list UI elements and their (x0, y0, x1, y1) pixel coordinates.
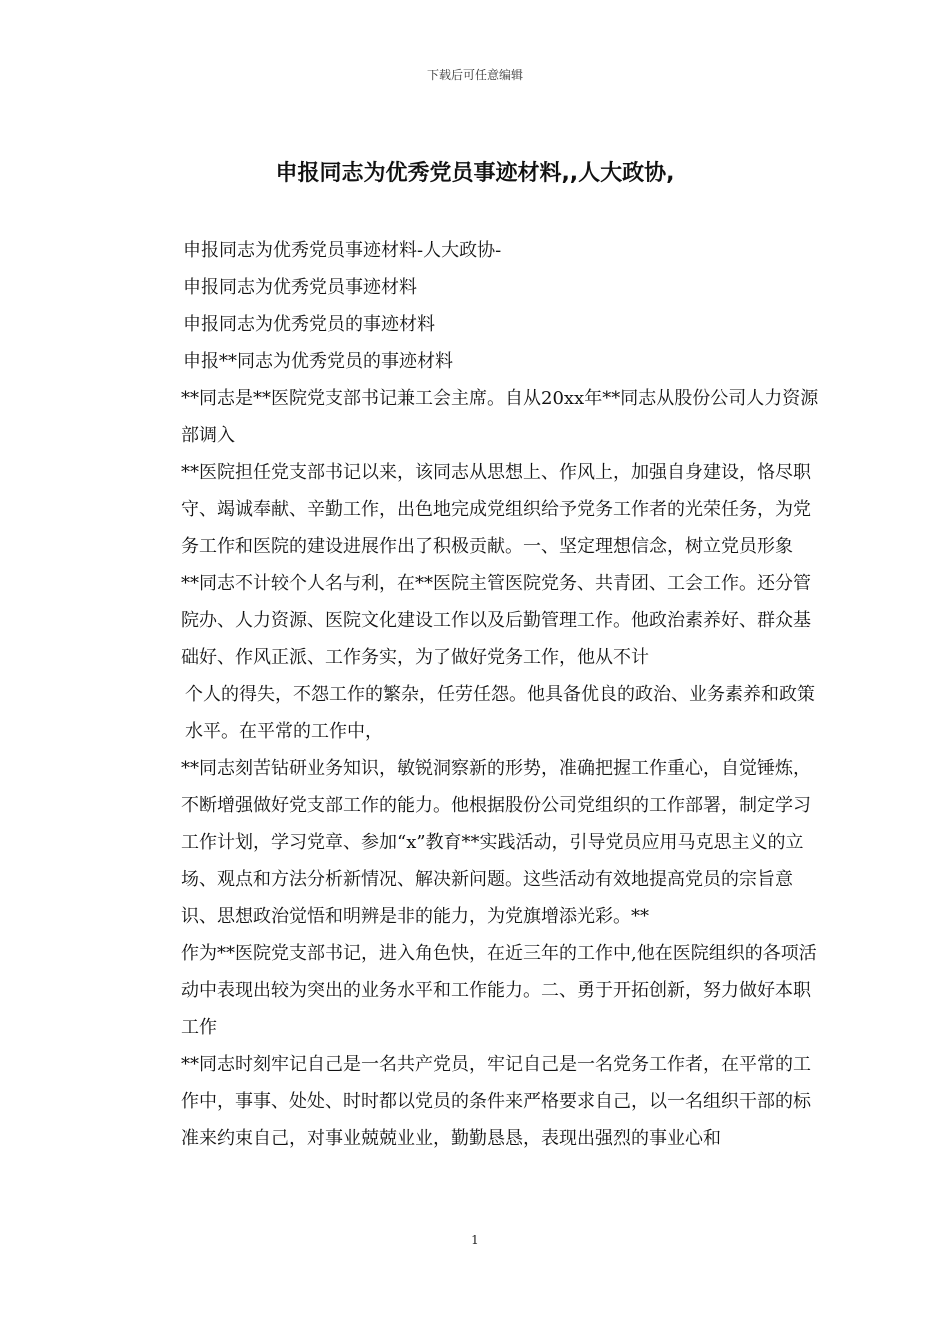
subtitle-line: 申报同志为优秀党员事迹材料-人大政协- (183, 240, 502, 261)
subtitle-line: 申报同志为优秀党员事迹材料 (183, 277, 417, 298)
body-paragraph: **同志不计较个人名与利，在**医院主管医院党务、共青团、工会工作。还分管院办、人力资源、医院文化建设工作以及后勤管理工作。他政治素养好、群众基础好、作风正派、工作务实，为了做好党务工作，他从不计 (181, 573, 811, 668)
body-paragraph: 个人的得失，不怨工作的繁杂，任劳任怨。他具备优良的政治、业务素养和政策水平。在平常的工作中， (185, 684, 815, 742)
page-number: 1 (471, 1233, 479, 1247)
subtitle-line: 申报同志为优秀党员的事迹材料 (183, 314, 435, 335)
document-body (145, 232, 825, 1157)
body-paragraph: **同志是**医院党支部书记兼工会主席。自从20xx年**同志从股份公司人力资源部调入 (181, 388, 819, 446)
body-paragraph: 作为**医院党支部书记，进入角色快，在近三年的工作中,他在医院组织的各项活动中表现出较为突出的业务水平和工作能力。二、勇于开拓创新，努力做好本职工作 (181, 943, 817, 1038)
body-paragraph: **同志时刻牢记自己是一名共产党员，牢记自己是一名党务工作者，在平常的工作中，事事、处处、时时都以党员的条件来严格要求自己，以一名组织干部的标准来约束自己，对事业兢兢业业，勤勤恳恳，表现出强烈的事业心和 (181, 1054, 811, 1149)
body-paragraph: **同志刻苦钻研业务知识，敏锐洞察新的形势，准确把握工作重心，自觉锤炼，不断增强做好党支部工作的能力。他根据股份公司党组织的工作部署，制定学习工作计划，学习党章、参加“x”教育**实践活动，引导党员应用马克思主义的立场、观点和方法分析新情况、解决新问题。这些活动有效地提高党员的宗旨意识、思想政治觉悟和明辨是非的能力，为党旗增添光彩。** (181, 758, 811, 927)
page-header: 下载后可任意编辑 (426, 68, 523, 82)
document-title: 申报同志为优秀党员事迹材料,,人大政协, (275, 161, 675, 186)
subtitle-line: 申报**同志为优秀党员的事迹材料 (183, 351, 453, 372)
body-paragraph: **医院担任党支部书记以来，该同志从思想上、作风上，加强自身建设，恪尽职守、竭诚奉献、辛勤工作，出色地完成党组织给予党务工作者的光荣任务，为党务工作和医院的建设进展作出了积极贡献。一、坚定理想信念，树立党员形象 (181, 462, 811, 557)
